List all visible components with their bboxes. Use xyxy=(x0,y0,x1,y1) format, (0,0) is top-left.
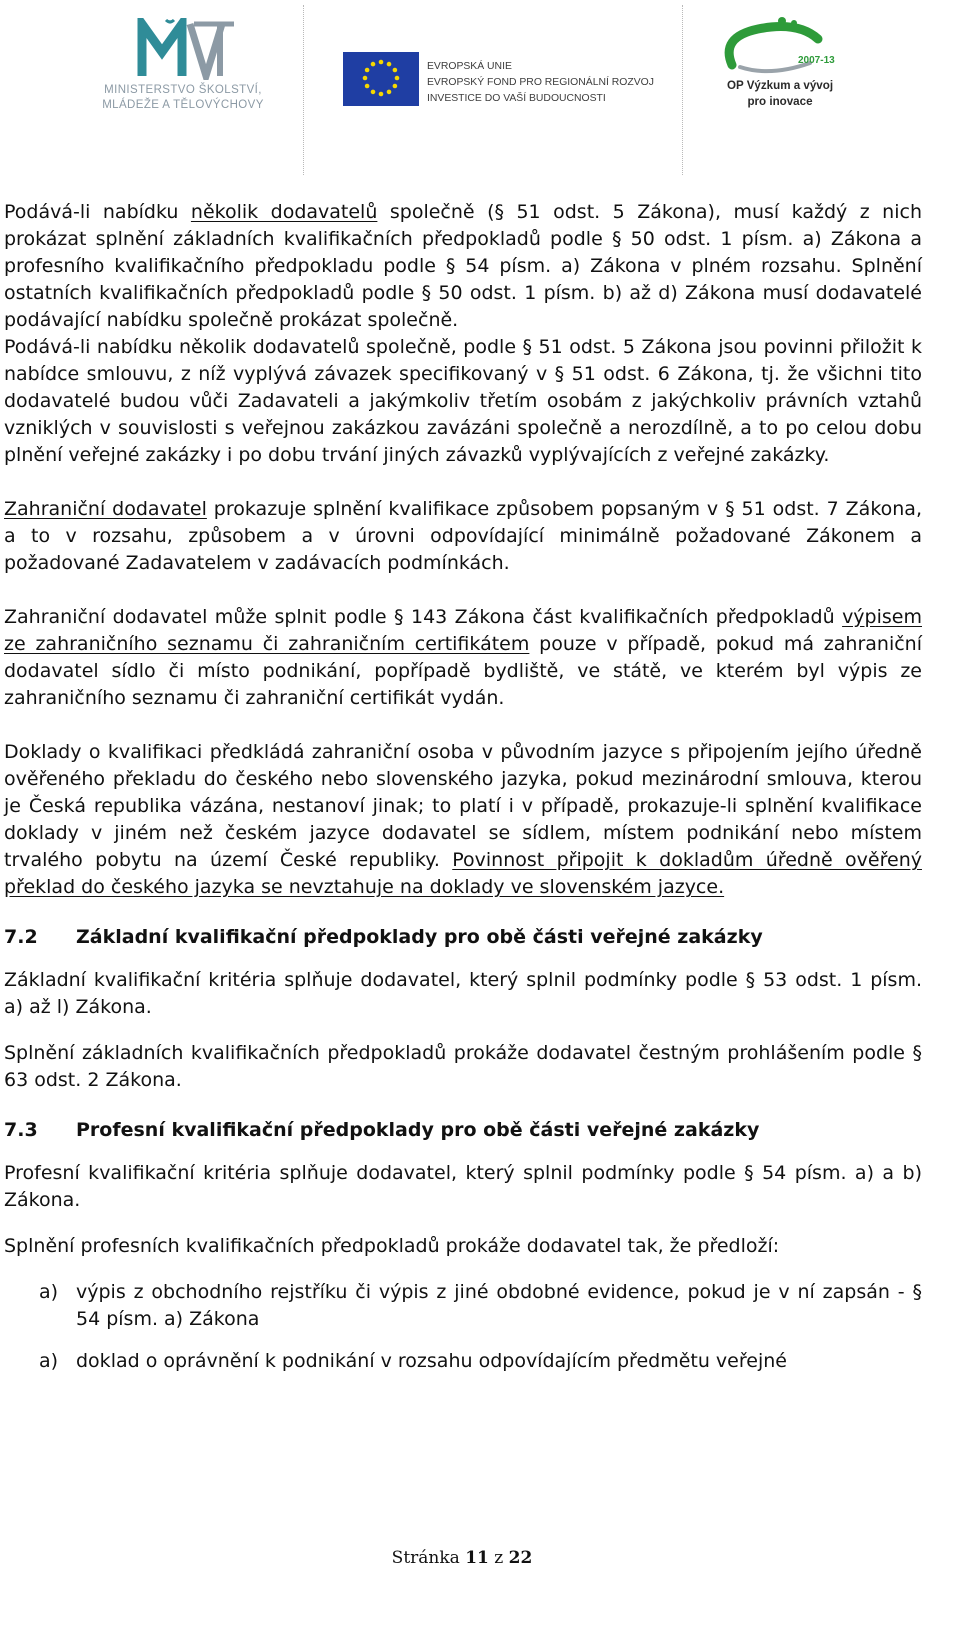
list-item: a) doklad o oprávnění k podnikání v rozsahu odpovídajícím předmětu veřejné xyxy=(4,1348,922,1375)
paragraph-foreign-supplier: Zahraniční dodavatel prokazuje splnění kvalifikace způsobem popsaným v § 51 odst. 7 Zákona, a to v rozsahu, způsobem a v úrovni odpovídající minimálně požadované Zákonem a požadované Zadavatelem v zadávacích podmínkách. xyxy=(4,498,922,574)
underlined-term: několik dodavatelů xyxy=(190,201,378,223)
header-logos xyxy=(0,0,960,180)
paragraph-foreign-list: Zahraniční dodavatel může splnit podle § 143 Zákona část kvalifikačních předpokladů výpisem ze zahraničního seznamu či zahraničním certifikátem pouze v případě, pokud má zahraniční dodavatel sídlo či místo podnikání, popřípadě bydliště, ve státě, ve kterém byl výpis ze zahraničního seznamu či zahraniční certifikát vydán. xyxy=(4,606,923,709)
paragraph-joint-contract: Podává-li nabídku několik dodavatelů společně, podle § 51 odst. 5 Zákona jsou povinni přiložit k nabídce smlouvu, z níž vyplývá závazek specifikovaný v § 51 odst. 6 Zákona, tj. že všichni tito dodavatelé budou vůči Zadavateli a jakýmkoliv třetím osobám z jakýchkoliv právních vztahů vzniklých v souvislosti s veřejnou zakázkou zavázáni společně a nerozdílně, a to po celou dobu plnění veřejné zakázky i po dobu trvání jiných závazků vyplývajících z veřejné zakázky. xyxy=(4,336,922,466)
page-total: 22 xyxy=(508,1548,533,1568)
document-body xyxy=(4,199,922,1390)
requirements-list xyxy=(4,1279,922,1375)
op-line2: pro inovace xyxy=(747,95,813,108)
section-heading-7-2: 7.2 Základní kvalifikační předpoklady pro obě části veřejné zakázky xyxy=(4,926,763,948)
op-line1: OP Výzkum a vývoj xyxy=(726,79,834,92)
msmt-logo-icon xyxy=(136,18,236,80)
paragraph-professional-criteria: Profesní kvalifikační kritéria splňuje dodavatel, který splnil podmínky podle § 54 písm. a) a b) Zákona. xyxy=(4,1162,922,1211)
op-vavpi-logo xyxy=(710,15,850,115)
eu-line2: EVROPSKÝ FOND PRO REGIONÁLNÍ ROZVOJ xyxy=(427,77,654,88)
op-swoosh-icon xyxy=(710,15,850,87)
paragraph-professional-proof: Splnění profesních kvalifikačních předpokladů prokáže dodavatel tak, že předloží: xyxy=(4,1235,780,1257)
msmt-line1: MINISTERSTVO ŠKOLSTVÍ, xyxy=(104,84,262,96)
eu-flag-icon xyxy=(343,52,419,106)
list-item: a) výpis z obchodního rejstříku či výpis z jiné obdobné evidence, pokud je v ní zapsán - § 54 písm. a) Zákona xyxy=(39,1281,922,1330)
svg-text:2007-13: 2007-13 xyxy=(798,55,835,66)
eu-line1: EVROPSKÁ UNIE xyxy=(427,61,512,72)
underlined-term: Zahraniční dodavatel xyxy=(4,498,207,520)
list-marker: a) xyxy=(39,1350,59,1372)
eu-line3: INVESTICE DO VAŠÍ BUDOUCNOSTI xyxy=(427,93,606,104)
paragraph-basic-proof: Splnění základních kvalifikačních předpokladů prokáže dodavatel čestným prohlášením podle § 63 odst. 2 Zákona. xyxy=(4,1042,922,1091)
page-footer: Stránka 11 z 22 xyxy=(391,1548,533,1568)
paragraph-joint-bid: Podává-li nabídku několik dodavatelů společně (§ 51 odst. 5 Zákona), musí každý z nich prokázat splnění základních kvalifikačních předpokladů podle § 50 odst. 1 písm. a) Zákona a profesního kvalifikačního předpokladu podle § 54 písm. a) Zákona v plném rozsahu. Splnění ostatních kvalifikačních předpokladů podle § 50 odst. 1 písm. b) až d) Zákona musí dodavatelé podávající nabídku společně prokázat společně. xyxy=(4,201,922,331)
section-heading-7-3: 7.3 Profesní kvalifikační předpoklady pro obě části veřejné zakázky xyxy=(4,1119,760,1141)
list-marker: a) xyxy=(39,1281,59,1303)
paragraph-translation: Doklady o kvalifikaci předkládá zahraniční osoba v původním jazyce s připojením jejího úředně ověřeného překladu do českého nebo slovenského jazyka, pokud mezinárodní smlouva, kterou je Česká republika vázána, nestanoví jinak; to platí i v případě, prokazuje-li splnění kvalifikace doklady v jiném než českém jazyce dodavatel se sídlem, místem podnikání nebo místem trvalého pobytu na území České republiky. Povinnost připojit k dokladům úředně ověřený překlad do českého jazyka se nevztahuje na doklady ve slovenském jazyce. xyxy=(4,741,922,898)
header-divider xyxy=(682,5,684,175)
header-divider xyxy=(303,5,305,175)
msmt-logo xyxy=(88,18,278,113)
underlined-term: Povinnost připojit k dokladům úředně ověřený překlad do českého jazyka se nevztahuje na doklady ve slovenském jazyce. xyxy=(4,849,922,898)
msmt-line2: MLÁDEŽE A TĚLOVÝCHOVY xyxy=(102,99,264,111)
page-number: 11 xyxy=(465,1548,489,1568)
paragraph-basic-criteria: Základní kvalifikační kritéria splňuje dodavatel, který splnil podmínky podle § 53 odst. 1 písm. a) až l) Zákona. xyxy=(4,969,922,1018)
underlined-term: výpisem ze zahraničního seznamu či zahraničním certifikátem xyxy=(4,606,922,655)
eu-logo xyxy=(343,52,654,110)
